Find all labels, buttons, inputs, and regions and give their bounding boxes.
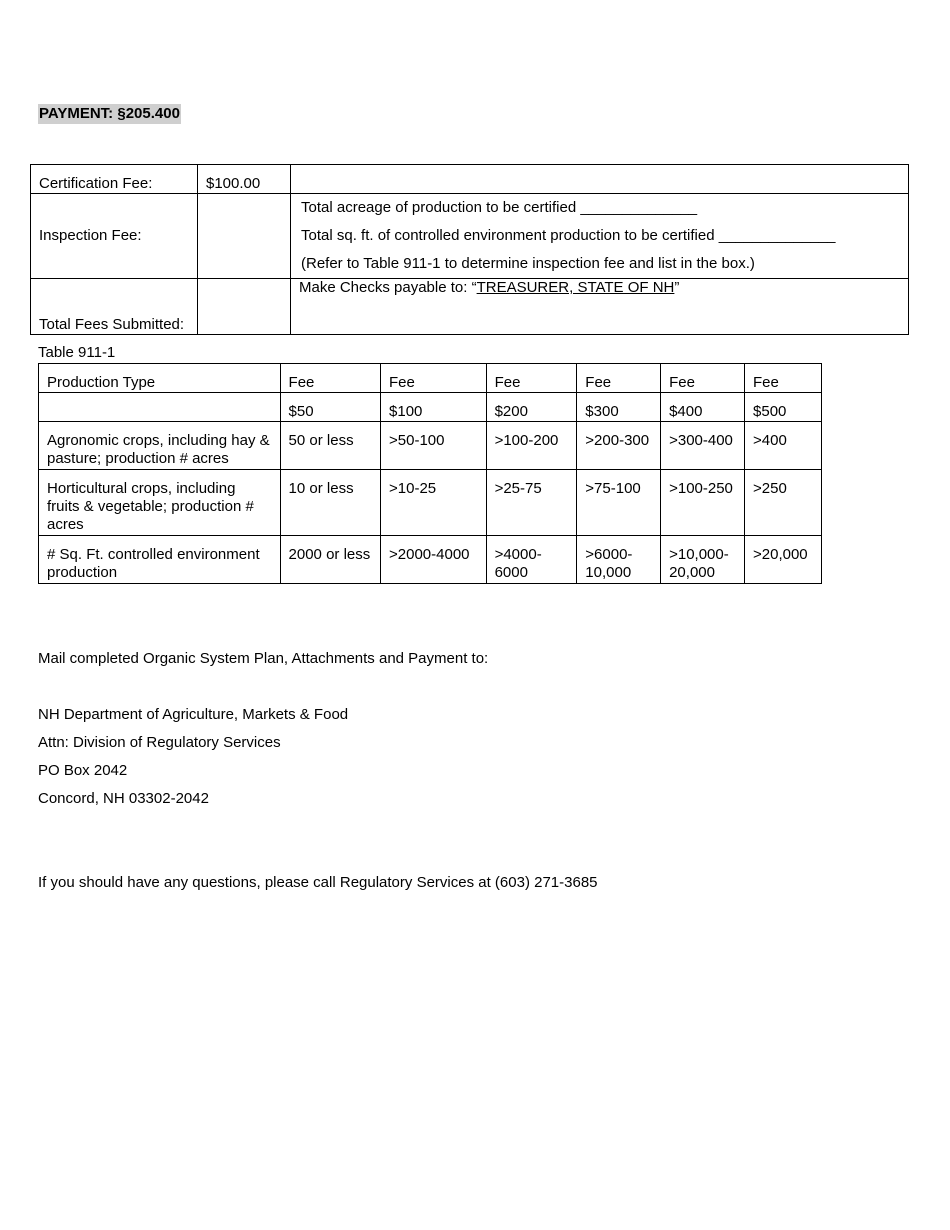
table-caption: Table 911-1 — [38, 344, 116, 361]
address-line: NH Department of Agriculture, Markets & Food — [38, 706, 349, 723]
header-cell: Production Type — [39, 364, 281, 393]
certification-fee-label: Certification Fee: — [31, 165, 198, 194]
inspection-fee-label: Inspection Fee: — [31, 194, 198, 279]
total-fees-row — [31, 279, 909, 335]
fee-cell: $50 — [280, 393, 380, 422]
table-cell: >50-100 — [381, 422, 487, 470]
total-fees-label: Total Fees Submitted: — [31, 279, 198, 335]
table-cell: >2000-4000 — [381, 536, 487, 584]
table-cell: >25-75 — [486, 470, 577, 536]
certification-fee-amount: $100.00 — [198, 165, 291, 194]
table-cell: Agronomic crops, including hay & pasture; production # acres — [39, 422, 281, 470]
table-cell: 50 or less — [280, 422, 380, 470]
table-cell: >300-400 — [661, 422, 745, 470]
table-cell: >200-300 — [577, 422, 661, 470]
fee-cell: $300 — [577, 393, 661, 422]
sq-ft-line: Total sq. ft. of controlled environment production to be certified ______________ — [301, 227, 836, 244]
header-cell: Fee — [577, 364, 661, 393]
address-line: Concord, NH 03302-2042 — [38, 790, 209, 807]
total-fees-amount-box[interactable] — [198, 279, 291, 335]
header-cell: Fee — [745, 364, 822, 393]
header-cell: Fee — [486, 364, 577, 393]
table-cell: >75-100 — [577, 470, 661, 536]
fee-amount-row — [39, 393, 822, 422]
table-cell: >10-25 — [381, 470, 487, 536]
inspection-fee-row — [31, 194, 909, 279]
table-cell: 2000 or less — [280, 536, 380, 584]
table-cell: >10,000-20,000 — [661, 536, 745, 584]
inspection-fee-amount-box[interactable] — [198, 194, 291, 279]
checks-payable-text — [291, 279, 909, 335]
table-cell: >20,000 — [745, 536, 822, 584]
fee-cell: $400 — [661, 393, 745, 422]
header-cell: Fee — [381, 364, 487, 393]
table-row — [39, 422, 822, 470]
mail-instruction: Mail completed Organic System Plan, Attachments and Payment to: — [38, 650, 489, 667]
table-cell: # Sq. Ft. controlled environment production — [39, 536, 281, 584]
table-cell: >100-250 — [661, 470, 745, 536]
table-header-row — [39, 364, 822, 393]
table-cell: Horticultural crops, including fruits & vegetable; production # acres — [39, 470, 281, 536]
inspection-fee-instructions — [291, 194, 909, 279]
production-fee-table — [38, 363, 822, 584]
fee-table — [30, 164, 909, 335]
table-row — [39, 536, 822, 584]
address-line: PO Box 2042 — [38, 762, 128, 779]
table-cell: >250 — [745, 470, 822, 536]
header-cell: Fee — [661, 364, 745, 393]
page-heading: PAYMENT: §205.400 — [39, 105, 180, 122]
refer-note: (Refer to Table 911-1 to determine inspection fee and list in the box.) — [301, 255, 755, 272]
fee-cell — [39, 393, 281, 422]
table-row — [39, 470, 822, 536]
certification-fee-notes — [291, 165, 909, 194]
certification-fee-row — [31, 165, 909, 194]
fee-cell: $100 — [381, 393, 487, 422]
table-cell: 10 or less — [280, 470, 380, 536]
acreage-line: Total acreage of production to be certified ______________ — [301, 199, 698, 216]
fee-cell: $200 — [486, 393, 577, 422]
address-line: Attn: Division of Regulatory Services — [38, 734, 281, 751]
header-cell: Fee — [280, 364, 380, 393]
table-cell: >4000-6000 — [486, 536, 577, 584]
table-cell: >100-200 — [486, 422, 577, 470]
checks-suffix: ” — [674, 279, 680, 296]
fee-cell: $500 — [745, 393, 822, 422]
checks-payee: TREASURER, STATE OF NH — [476, 279, 675, 296]
table-cell: >6000-10,000 — [577, 536, 661, 584]
table-cell: >400 — [745, 422, 822, 470]
checks-prefix: Make Checks payable to: “ — [299, 279, 477, 296]
contact-text: If you should have any questions, please call Regulatory Services at (603) 271-3685 — [38, 874, 598, 891]
